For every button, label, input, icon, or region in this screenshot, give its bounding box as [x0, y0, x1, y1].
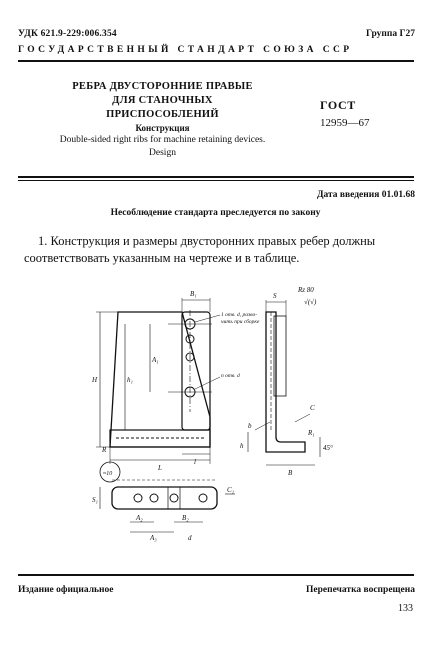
label-b1: B₁: [190, 290, 197, 298]
title-english-1: Double-sided right ribs for machine retaining devices.: [59, 135, 266, 145]
label-b-side: B: [288, 469, 293, 477]
technical-drawing: [70, 282, 370, 552]
group-code: Группа Г27: [366, 29, 415, 39]
title-rule-2: [18, 180, 414, 181]
label-a3: B₂: [182, 514, 189, 522]
label-d: d: [188, 534, 192, 542]
title-line-3: ПРИСПОСОБЛЕНИЙ: [106, 109, 219, 120]
label-a: A₁: [152, 356, 159, 364]
udk-code: УДК 621.9-229:006.354: [18, 29, 117, 39]
gost-block: [320, 98, 370, 129]
label-angle: 45°: [323, 444, 333, 452]
title-block: [40, 80, 285, 159]
body-paragraph: 1. Конструкция и размеры двусторонних правых ребер должны соответствовать указанным на чертеже и в таблице.: [24, 234, 376, 265]
bottom-view: [100, 480, 235, 532]
label-note-hole: 1 отв. d, разво-: [221, 312, 258, 318]
title-line-1: РЕБРА ДВУСТОРОННИЕ ПРАВЫЕ: [72, 81, 253, 92]
header-rule: [18, 60, 414, 62]
front-view: [96, 298, 220, 482]
label-note-hole-2: чить при сборке: [221, 319, 260, 325]
title-line-2: ДЛЯ СТАНОЧНЫХ: [112, 95, 213, 106]
footer-rule: [18, 574, 414, 576]
violation-notice: Несоблюдение стандарта преследуется по закону: [110, 208, 321, 218]
label-h1: h₁: [127, 376, 133, 384]
intro-date: Дата введения 01.01.68: [316, 190, 415, 200]
label-h: H: [92, 376, 98, 384]
label-b: b: [248, 422, 252, 430]
label-s1: S₁: [92, 496, 98, 504]
label-a2: A₃: [150, 534, 157, 542]
title-subtitle: Конструкция: [135, 123, 190, 133]
label-l1: l: [194, 458, 196, 466]
page-number: 133: [398, 603, 413, 614]
standard-heading: ГОСУДАРСТВЕННЫЙ СТАНДАРТ СОЮЗА ССР: [18, 45, 353, 55]
title-rule-1: [18, 176, 414, 178]
label-roughness: √(√): [304, 298, 317, 306]
title-english-2: Design: [149, 148, 176, 158]
official-edition: Издание официальное: [18, 585, 114, 595]
gost-number: 12959—67: [320, 117, 370, 129]
label-r1: R₁: [308, 429, 315, 437]
label-s: S: [273, 292, 277, 300]
label-r: R: [102, 446, 107, 454]
reprint-prohibited: Перепечатка воспрещена: [305, 585, 415, 595]
label-c1: C₁: [227, 486, 235, 494]
label-n-holes: n отв. d: [221, 373, 240, 379]
label-rz: Rz 80: [298, 286, 314, 294]
label-l: L: [158, 464, 162, 472]
label-circle: ≈10: [103, 471, 113, 477]
gost-name: ГОСТ: [320, 98, 356, 112]
label-c: C: [310, 404, 315, 412]
label-a1: A₂: [136, 514, 143, 522]
label-h2: h: [240, 442, 244, 450]
